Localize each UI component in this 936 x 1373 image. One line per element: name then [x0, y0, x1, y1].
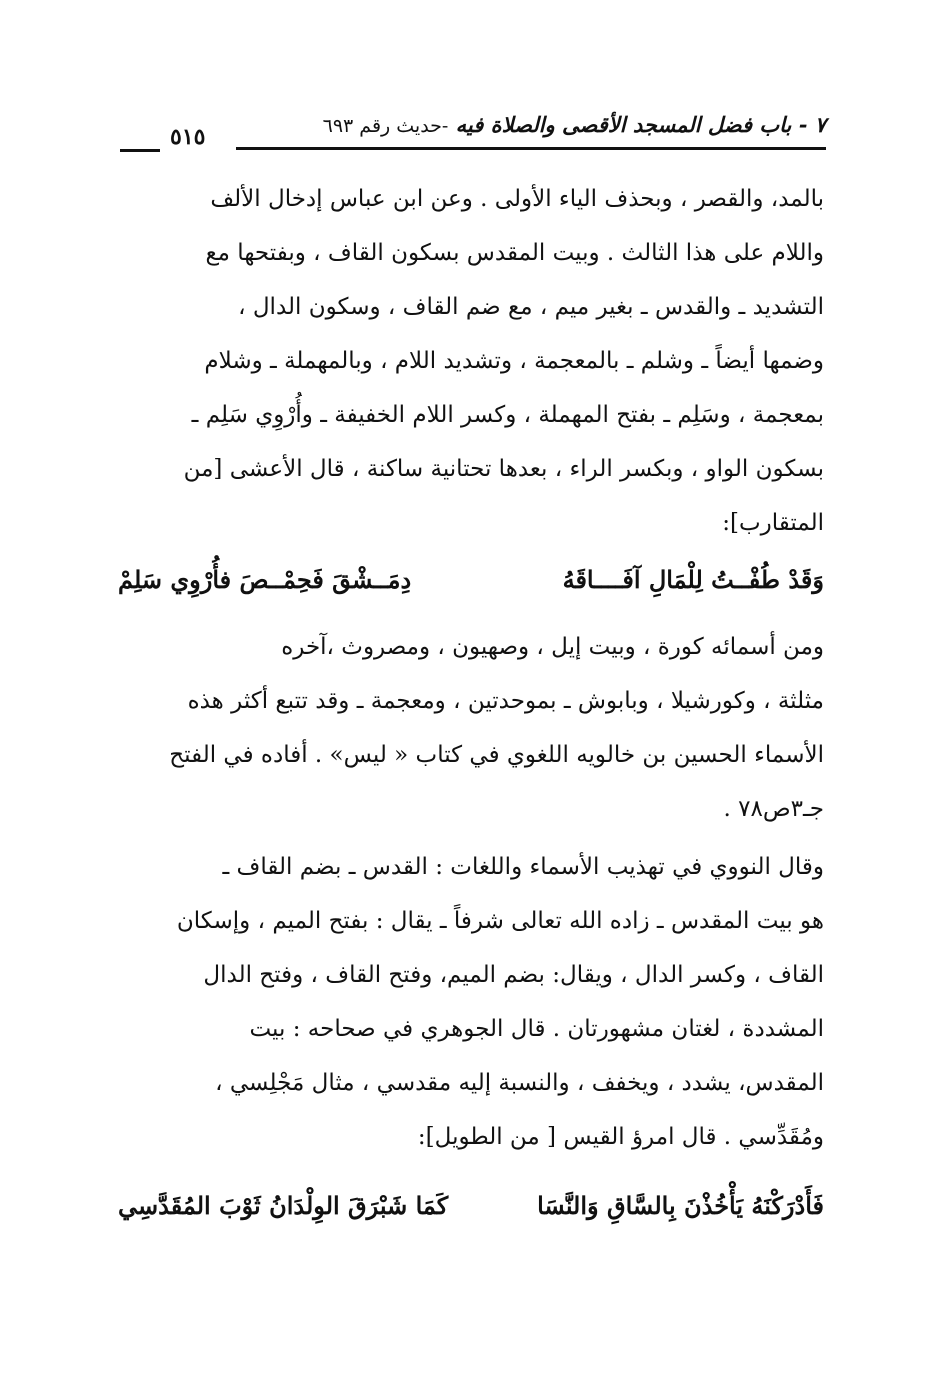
text-line: واللام على هذا الثالث . وبيت المقدس بسكون القاف ، وبفتحها مع — [205, 240, 824, 266]
running-header — [120, 112, 826, 152]
header-rule — [236, 147, 826, 150]
verse-first-hemistich: فَأَدْرَكْنَهُ يَأْخُذْنَ بِالسَّاقِ وَالنَّسَا — [537, 1191, 824, 1220]
text-line: القاف ، وكسر الدال ، ويقال: بضم الميم، وفتح القاف ، وفتح الدال — [203, 962, 824, 988]
text-line: مثلثة ، وكورشيلا ، وبابوش ـ بموحدتين ، ومعجمة ـ وقد تتبع أكثر هذه — [187, 688, 824, 714]
text-line: وضمها أيضاً ـ وشلم ـ بالمعجمة ، وتشديد اللام ، وبالمهملة ـ وشلام — [204, 348, 824, 374]
verse-first-hemistich: وَقَدْ طُفْــتُ لِلْمَالِ آفَــــاقَهُ — [562, 565, 824, 594]
text-line: بالمد، والقصر ، وبحذف الياء الأولى . وعن ابن عباس إدخال الألف — [210, 186, 824, 212]
verse-imru-al-qais — [118, 1178, 824, 1234]
text-line: الأسماء الحسين بن خالويه اللغوي في كتاب « ليس» . أفاده في الفتح — [169, 742, 824, 768]
text-line: بسكون الواو ، وبكسر الراء ، بعدها تحتانية ساكنة ، قال الأعشى [من — [183, 456, 824, 482]
text-line: ومن أسمائه كورة ، وبيت إيل ، وصهيون ، ومصروث ،آخره — [281, 634, 824, 660]
paragraph-2 — [118, 620, 824, 836]
text-line: وقال النووي في تهذيب الأسماء واللغات : القدس ـ بضم القاف ـ — [222, 854, 824, 880]
verse-al-asha — [118, 552, 824, 608]
verse-second-hemistich: دِمَــشْقَ فَحِمْــصَ فأُرْوِي سَلِمْ — [118, 565, 412, 594]
text-line: المتقارب]: — [722, 510, 824, 536]
paragraph-1 — [118, 172, 824, 550]
paragraph-3 — [118, 840, 824, 1164]
text-line: التشديد ـ والقدس ـ بغير ميم ، مع ضم القاف ، وسكون الدال ، — [238, 294, 824, 320]
text-line: جـ٣ص٧٨ . — [723, 796, 824, 822]
text-line: المقدس، يشدد ، ويخفف ، والنسبة إليه مقدسي ، مثال مَجْلِسي ، — [215, 1070, 824, 1096]
text-line: ومُقَدِّسي . قال امرؤ القيس [ من الطويل]: — [417, 1124, 824, 1150]
text-line: هو بيت المقدس ـ زاده الله تعالى شرفاً ـ يقال : بفتح الميم ، وإسكان — [176, 908, 824, 934]
page-number: ٥١٥ — [170, 124, 206, 150]
header-title — [323, 112, 826, 137]
text-line: بمعجمة ، وسَلِم ـ بفتح المهملة ، وكسر اللام الخفيفة ـ وأُرْوِي سَلِم ـ — [191, 402, 824, 428]
verse-second-hemistich: كَمَا شَبْرَقَ الوِلْدَانُ ثَوْبَ المُقَدَّسِي — [118, 1191, 449, 1220]
chapter-title: ٧ - باب فضل المسجد الأقصى والصلاة فيه — [455, 112, 826, 137]
text-line: المشددة ، لغتان مشهورتان . قال الجوهري في صحاحه : بيت — [249, 1016, 824, 1042]
hadith-number: -حديث رقم ٦٩٣ — [322, 115, 449, 137]
page-number-rule — [120, 149, 160, 152]
